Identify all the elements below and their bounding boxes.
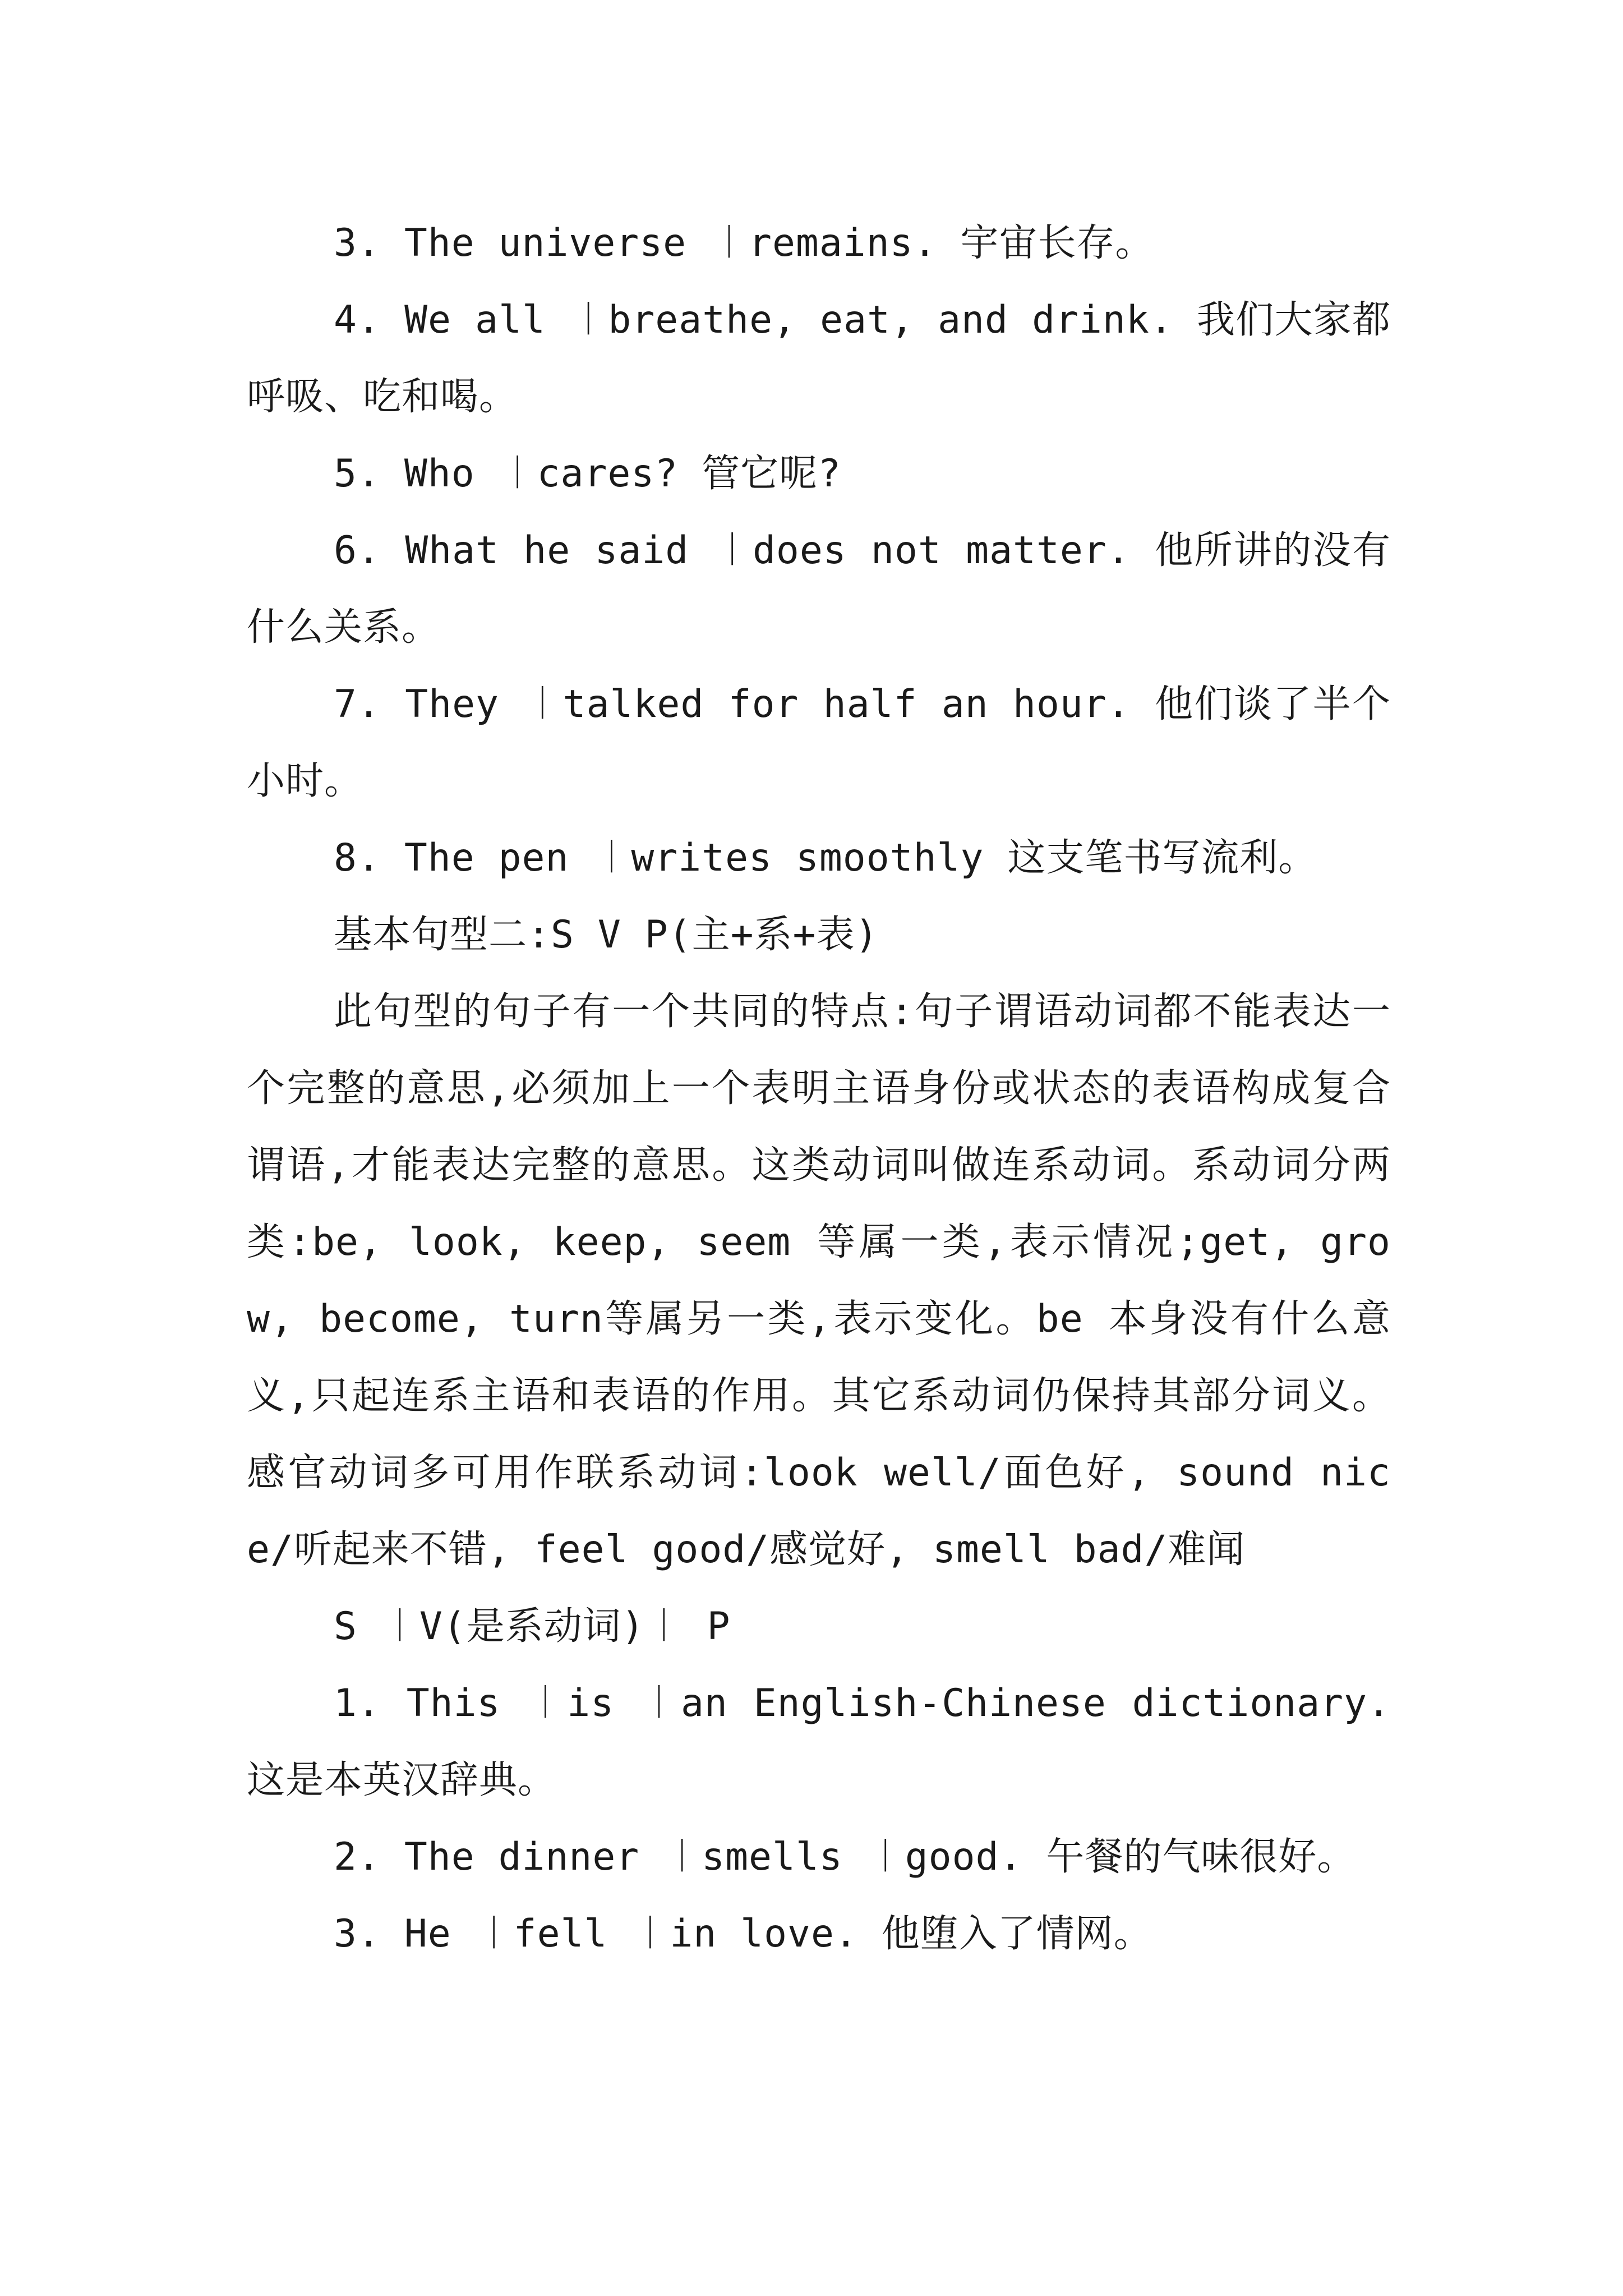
- example-sentence-5: 5. Who ︱cares? 管它呢?: [334, 452, 842, 496]
- example-sentence-6: 6. What he said ︱does not matter. 他所讲的没有什么关系。: [247, 528, 1391, 650]
- svp-example-2: 2. The dinner ︱smells ︱good. 午餐的气味很好。: [334, 1835, 1356, 1879]
- svp-example-3: 3. He ︱fell ︱in love. 他堕入了情网。: [334, 1912, 1152, 1956]
- example-sentence-7: 7. They ︱talked for half an hour. 他们谈了半个小时。: [247, 682, 1391, 803]
- document-body: [247, 205, 1391, 1972]
- svp-example-1: 1. This ︱is ︱an English-Chinese dictionary.这是本英汉辞典。: [247, 1681, 1391, 1802]
- section-heading-pattern-2: 基本句型二:S V P(主+系+表): [334, 913, 879, 957]
- pattern-explanation: 此句型的句子有一个共同的特点:句子谓语动词都不能表达一个完整的意思,必须加上一个表明主语身份或状态的表语构成复合谓语,才能表达完整的意思。这类动词叫做连系动词。系动词分两类:be, look, keep, seem 等属一类,表示情况;get, grow, become, turn等属另一类,表示变化。be 本身没有什么意义,只起连系主语和表语的作用。其它系动词仍保持其部分词义。感官动词多可用作联系动词:look well/面色好, sound nice/听起来不错, feel good/感觉好, smell bad/难闻: [247, 990, 1391, 1572]
- example-sentence-8: 8. The pen ︱writes smoothly 这支笔书写流利。: [334, 836, 1317, 880]
- pattern-formula: S ︱V(是系动词)︱ P: [334, 1604, 731, 1649]
- example-sentence-3: 3. The universe ︱remains. 宇宙长存。: [334, 221, 1154, 265]
- example-sentence-4: 4. We all ︱breathe, eat, and drink. 我们大家都呼吸、吃和喝。: [247, 298, 1391, 419]
